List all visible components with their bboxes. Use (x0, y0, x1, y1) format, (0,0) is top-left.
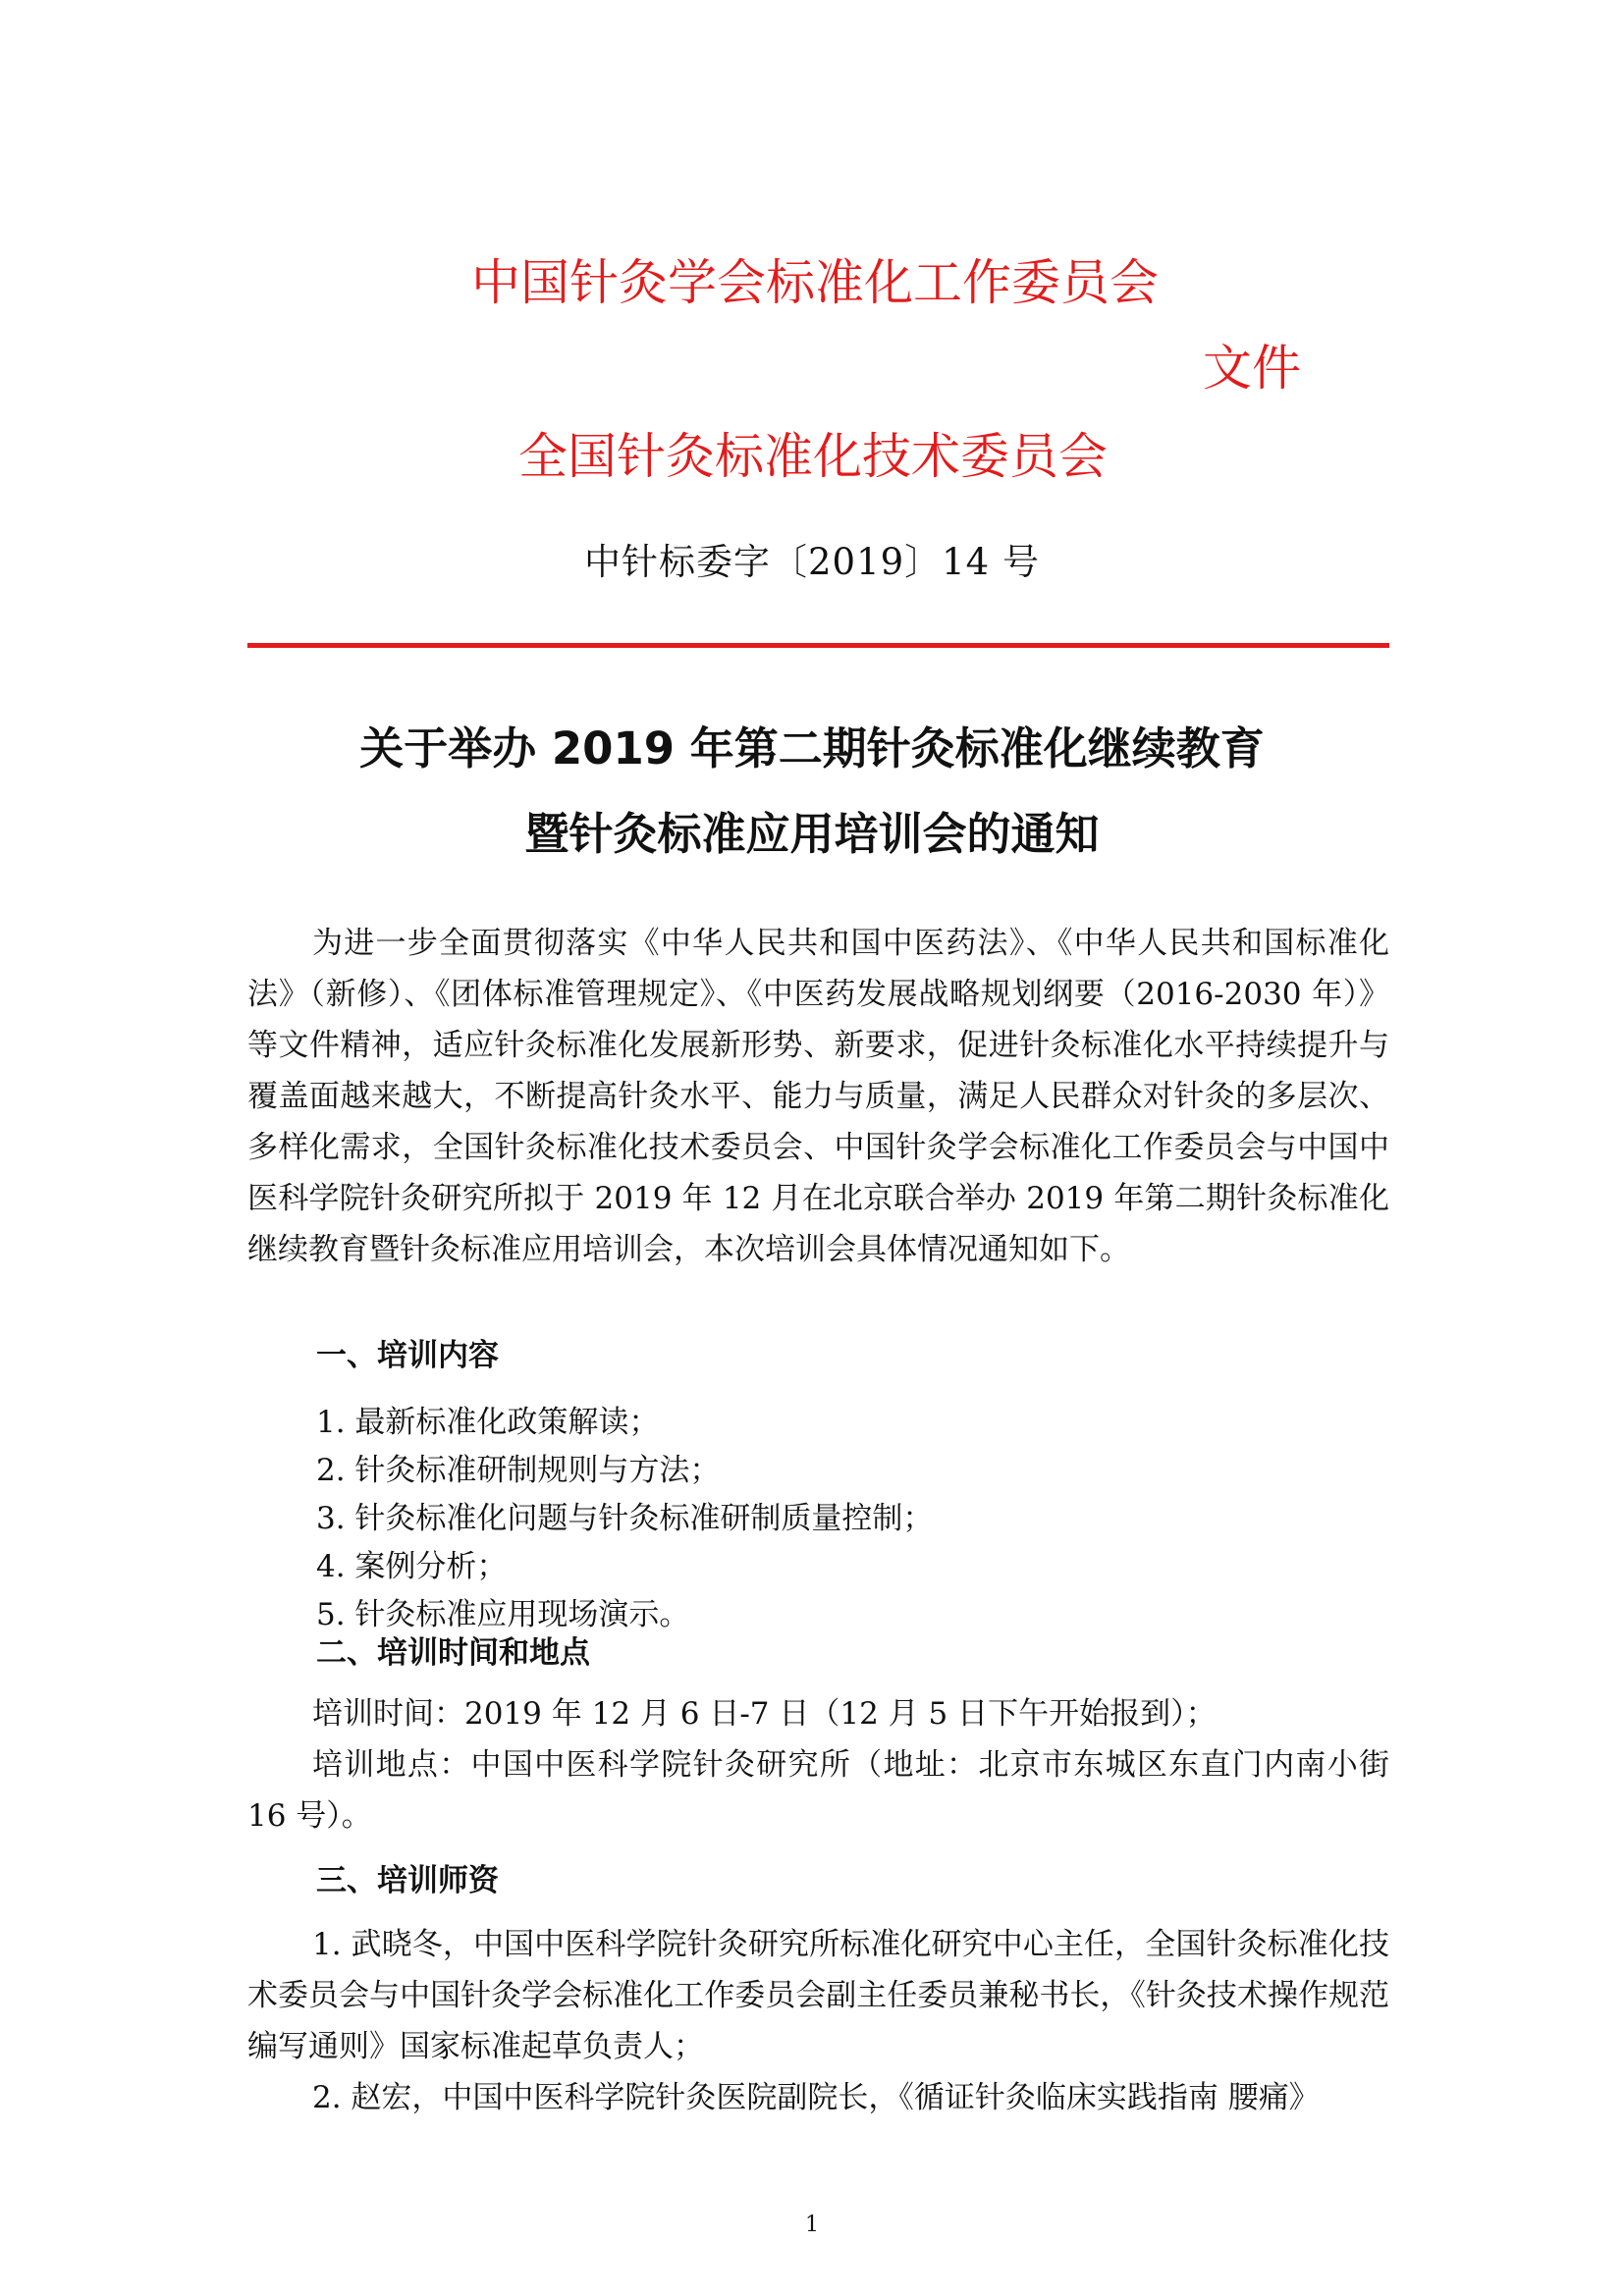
notice-title-line-2: 暨针灸标准应用培训会的通知 (524, 808, 1100, 860)
training-time: 培训时间：2019 年 12 月 6 日-7 日（12 月 5 日下午开始报到）； (312, 1696, 1217, 1732)
training-place: 培训地点：中国中医科学院针灸研究所（地址：北京市东城区东直门内南小街 16 号）。 (247, 1747, 1389, 1834)
training-content-list (316, 1399, 933, 1639)
page-number: 1 (805, 2213, 819, 2237)
issuing-org-1: 中国针灸学会标准化工作委员会 (471, 254, 1159, 311)
section-heading-teachers: 三、培训师资 (316, 1863, 499, 1898)
intro-paragraph: 为进一步全面贯彻落实《中华人民共和国中医药法》、《中华人民共和国标准化法》（新修）、《团体标准管理规定》、《中医药发展战略规划纲要（2016-2030 年）》等文件精神，适应针灸标准化发展新形势、新要求，促进针灸标准化水平持续提升与覆盖面越来越大，不断提高针灸水平、能力与质量，满足人民群众对针灸的多层次、多样化需求，全国针灸标准化技术委员会、中国针灸学会标准化工作委员会与中国中医科学院针灸研究所拟于 2019 年 12 月在北京联合举办 2019 年第二期针灸标准化继续教育暨针灸标准应用培训会，本次培训会具体情况通知如下。 (247, 926, 1389, 1267)
teachers-block (247, 1919, 1389, 2123)
section-heading-content: 一、培训内容 (316, 1338, 499, 1373)
list-item: 1. 最新标准化政策解读； (316, 1405, 660, 1440)
red-divider (247, 643, 1389, 648)
teacher-item: 1. 武晓冬，中国中医科学院针灸研究所标准化研究中心主任，全国针灸标准化技术委员会与中国针灸学会标准化工作委员会副主任委员兼秘书长，《针灸技术操作规范 编写通则》国家标准起草负责人； (247, 1927, 1389, 2064)
list-item: 5. 针灸标准应用现场演示。 (316, 1597, 690, 1632)
list-item: 2. 针灸标准研制规则与方法； (316, 1453, 721, 1488)
time-place-block (247, 1688, 1389, 1842)
document-label: 文件 (1203, 340, 1301, 397)
document-number: 中针标委字〔2019〕14 号 (583, 541, 1040, 583)
issuing-org-2: 全国针灸标准化技术委员会 (518, 428, 1108, 485)
notice-title-line-1: 关于举办 2019 年第二期针灸标准化继续教育 (359, 722, 1265, 774)
list-item: 4. 案例分析； (316, 1549, 508, 1584)
list-item: 3. 针灸标准化问题与针灸标准研制质量控制； (316, 1501, 934, 1536)
section-heading-time-place: 二、培训时间和地点 (316, 1635, 590, 1671)
teacher-item: 2. 赵宏，中国中医科学院针灸医院副院长，《循证针灸临床实践指南 腰痛》 (312, 2080, 1320, 2115)
